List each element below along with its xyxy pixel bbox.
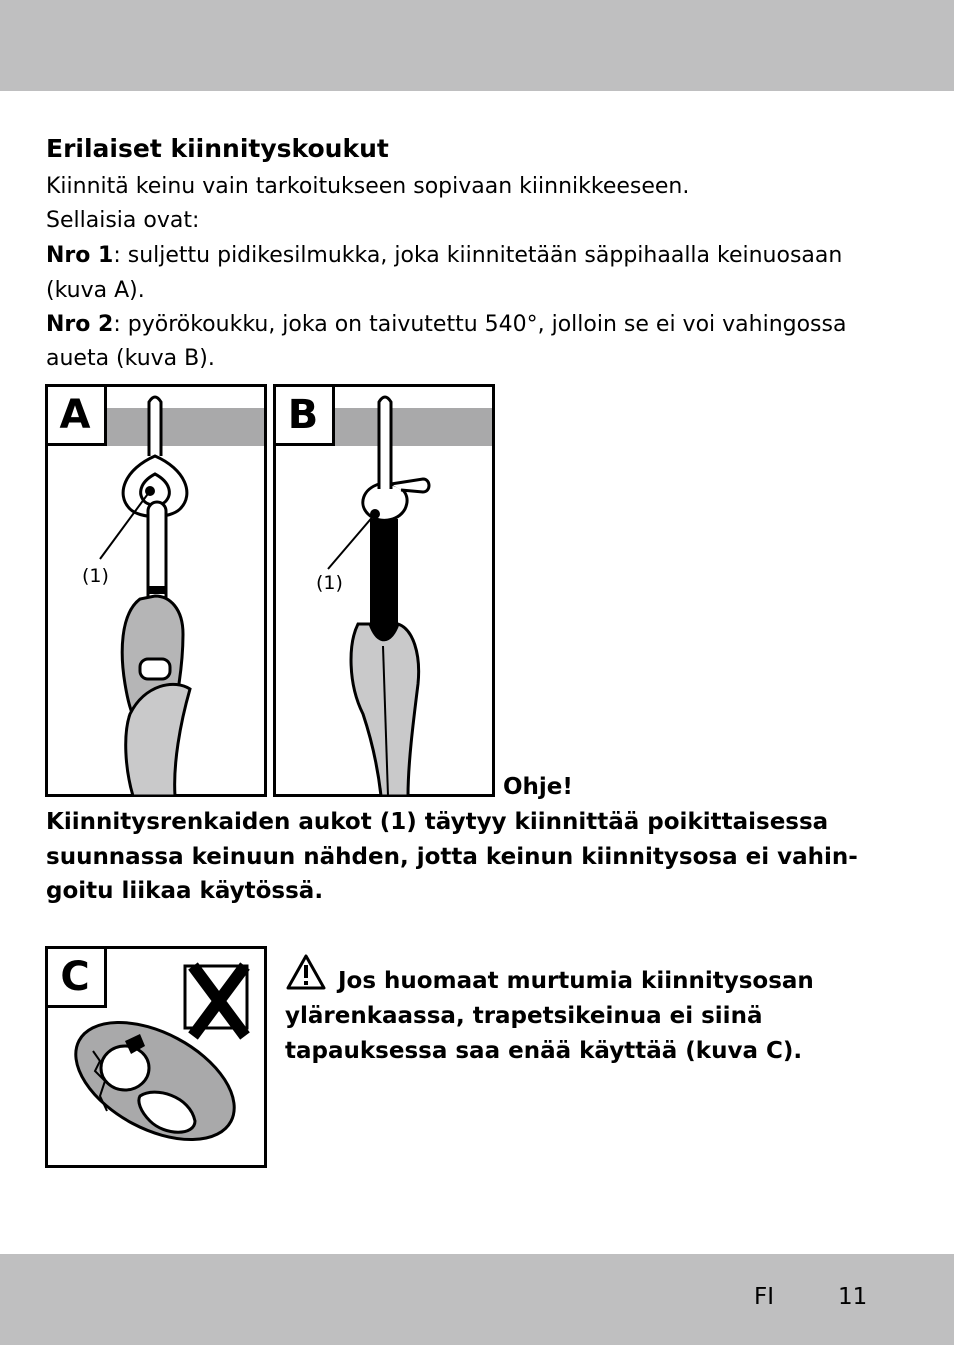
footer-language: FI <box>754 1284 775 1310</box>
figure-b-callout: (1) <box>316 572 343 594</box>
item-2-line-1 <box>46 308 906 343</box>
page-number: 11 <box>838 1284 868 1310</box>
figure-a-label: A <box>59 392 91 438</box>
note-title: Ohje! <box>503 774 573 800</box>
figure-a <box>45 384 267 797</box>
footer-band <box>0 1254 954 1345</box>
note-line-1: Kiinnitysrenkaiden aukot (1) täytyy kiinnittää poikittaisessa <box>46 809 829 835</box>
warning-icon <box>285 953 327 991</box>
item-2-label: Nro 2 <box>46 312 114 337</box>
figure-c <box>45 946 267 1168</box>
figure-b <box>273 384 495 797</box>
warning-line-2: ylärenkaassa, trapetsikeinua ei siinä <box>285 1003 763 1029</box>
figure-c-label: C <box>60 954 90 1000</box>
section-title: Erilaiset kiinnityskoukut <box>46 134 389 163</box>
figure-b-label: B <box>287 392 319 438</box>
note-line-3: goitu liikaa käytössä. <box>46 878 324 904</box>
item-2-line-2: aueta (kuva B). <box>46 346 215 371</box>
warning-line-1: Jos huomaat murtumia kiinnitysosan <box>338 968 814 994</box>
item-1-label: Nro 1 <box>46 243 114 268</box>
figure-a-callout: (1) <box>82 565 109 587</box>
item-1-line-2: (kuva A). <box>46 278 145 303</box>
item-1-text: : suljettu pidikesilmukka, joka kiinnitetään säppihaalla keinuosaan <box>113 243 843 268</box>
warning-line-3: tapauksessa saa enää käyttää (kuva C). <box>285 1038 803 1064</box>
item-1-line-1 <box>46 239 906 274</box>
intro-line-1: Kiinnitä keinu vain tarkoitukseen sopivaan kiinnikkeeseen. <box>46 174 690 199</box>
item-2-text: : pyörökoukku, joka on taivutettu 540°, jolloin se ei voi vahingossa <box>113 312 847 337</box>
note-line-2: suunnassa keinuun nähden, jotta keinun kiinnitysosa ei vahin- <box>46 844 858 870</box>
intro-line-2: Sellaisia ovat: <box>46 208 200 233</box>
top-band <box>0 0 954 91</box>
